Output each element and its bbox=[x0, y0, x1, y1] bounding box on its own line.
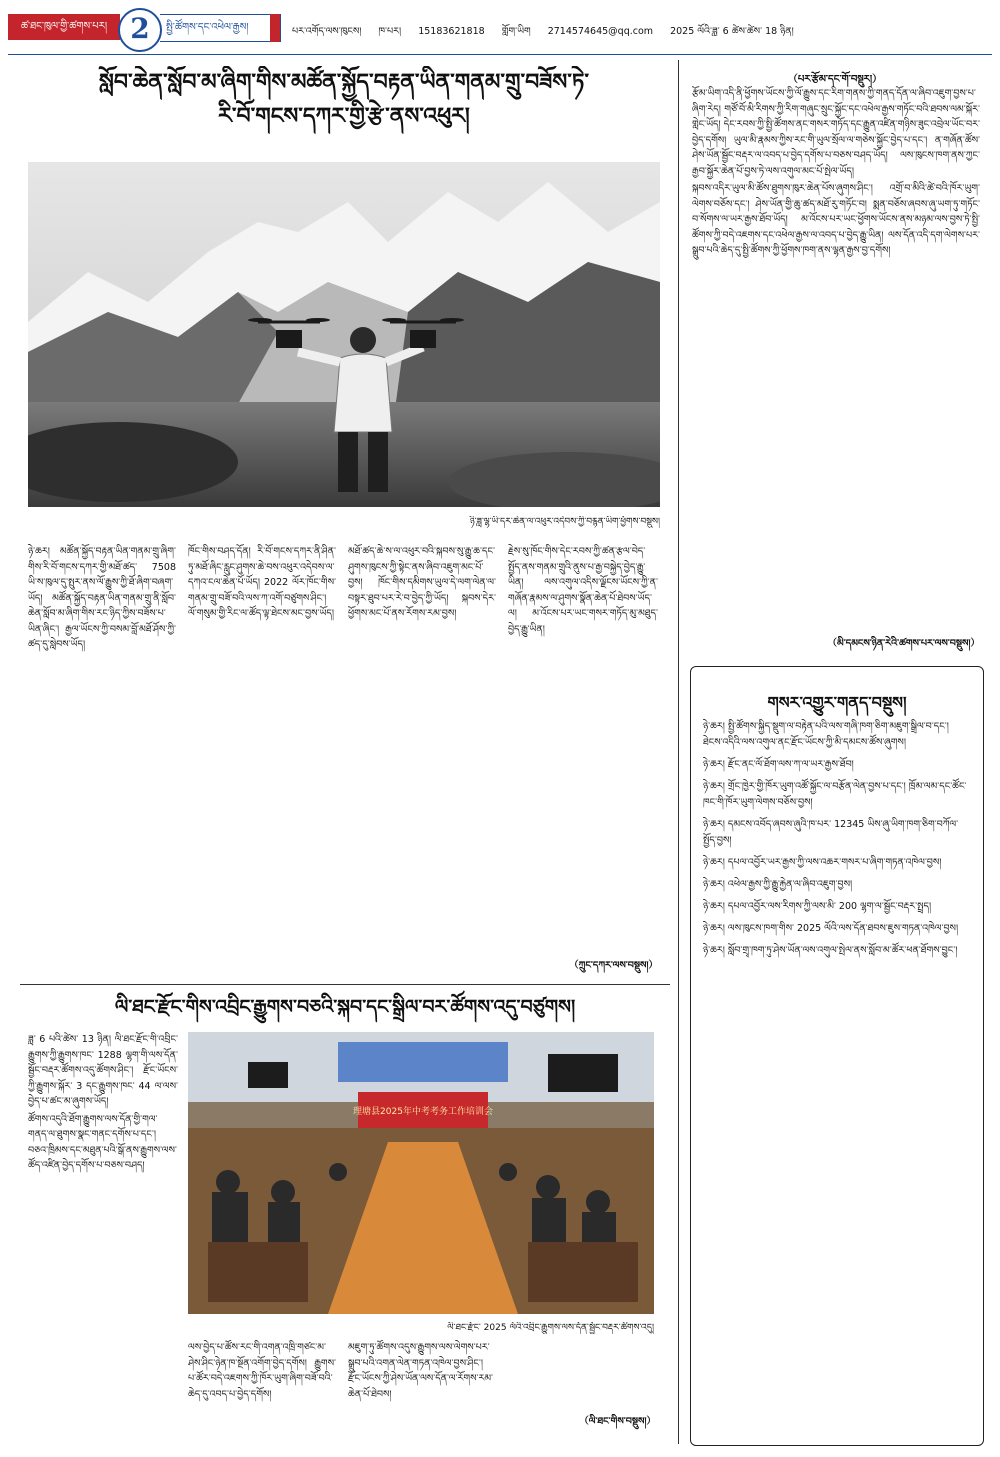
email-label: གློག་ཡིག bbox=[501, 26, 531, 36]
masthead-rule bbox=[8, 54, 992, 55]
issue-number-badge bbox=[118, 8, 162, 52]
second-column-2: ལས་བྱེད་པ་ཚོས་རང་གི་འགན་འཁྲི་གཙང་མ་ཤེས་ཤིང་ཉེན་ཁ་སྔོན་འགོག་བྱེད་དགོས། རྒྱུགས་པ་ཚོར་བདེ་འཇགས་ཀྱི་ཁོར་ཡུག་ཞིག་བཟོ་བའི་ཆེད་དུ་འབད་པ་བྱེད་དགོས། bbox=[188, 1342, 336, 1400]
news-item: ཉེ་ཆར། ལས་ཁུངས་ཁག་གིས་ 2025 ལོའི་ལས་དོན་ཐབས་ཇུས་གཏན་འཁེལ་བྱས། bbox=[703, 923, 959, 934]
lead-headline bbox=[20, 66, 668, 162]
news-item: ཉེ་ཆར། འཕེལ་རྒྱས་ཀྱི་རྒྱུ་རྐྱེན་ལ་ཞིབ་འཇུག་བྱས། bbox=[703, 879, 853, 890]
news-item: ཉེ་ཆར། དམངས་འབོད་ཞབས་ཞུའི་ཁ་པར་ 12345 ཡིས་ཞུ་ཡིག་ཁག་ཅིག་བཀོལ་སྤྱོད་བྱས། bbox=[703, 819, 959, 846]
lead-photo-caption: ཉི་ཟླ་ལྷ་ཡི་དར་ཆེན་ལ་འཕུར་འདེབས་ཀྱི་བརྙན་ཡིག་ཕྱོགས་བསྡུས། bbox=[469, 517, 660, 527]
mountain-photo-illustration bbox=[28, 162, 660, 507]
sidebar-paragraph-2: སྐབས་འདིར་ཡུལ་མི་ཚོས་ཐུགས་ཁུར་ཆེན་པོས་ཞུགས་ཤིང་། འགྲོ་བ་མིའི་ཚེ་བའི་ཁོར་ཡུག་ལེགས་བཅོས་དང་། ཤེས་ཡོན་གྱི་ཆུ་ཚད་མཐོ་རུ་གཏོང་བ། སྨན་བཅོས་ཞབས་ཞུ་ཡག་ཏུ་གཏོང་བ་སོགས་ལ་ཡར་རྒྱས་ཐོབ་ཡོད། མ་འོངས་པར་ཡང་ཕྱོགས་ཡོངས་ནས་མཉམ་ལས་བྱས་ཏེ་སྤྱི་ཚོགས་ཀྱི་བདེ་འཇགས་དང་འཕེལ་རྒྱས་ལ་འབད་པ་བྱེད་རྒྱུ་ཡིན། ལས་དོན་འདི་དག་ལེགས་པར་སྒྲུབ་པའི་ཆེད་དུ་སྤྱི་ཚོགས་ཀྱི་ཕྱོགས་ཁག་ནས་ལྷན་རྒྱས་བྱ་དགོས། bbox=[692, 183, 980, 256]
sidebar-kicker: （པར་རྩོམ་དང་གོ་བསྡུར།） bbox=[787, 74, 883, 85]
news-item: ཉེ་ཆར། རྫོང་ནང་ལོ་ཐོག་ལས་ཀ་ལ་ཡར་རྒྱས་ཐོབ། bbox=[703, 759, 854, 770]
phone-label: ཁ་པར། bbox=[378, 26, 402, 36]
lead-byline: （ཀྲུང་དཀར་ལས་བསྡུས།） bbox=[569, 960, 658, 971]
second-column-3: མཇུག་ཏུ་ཚོགས་འདུས་རྒྱུགས་ལས་ལེགས་པར་སྒྲུབ་པའི་འགན་ལེན་གཏན་འཁེལ་བྱས་ཤིང་། རྫོང་ཡོངས་ཀྱི་ཤེས་ཡོན་ལས་དོན་ལ་རོགས་རམ་ཆེན་པོ་ཐེབས། bbox=[348, 1342, 494, 1400]
masthead bbox=[8, 6, 992, 50]
editor-label: པར་འགོད་ལས་ཁུངས། bbox=[292, 26, 362, 36]
news-box-title: གསར་འགྱུར་གནད་བསྡུས། bbox=[767, 693, 907, 712]
meeting-photo-caption: ལི་ཐང་རྫོང་ 2025 ལོའི་འབྲིང་རྒྱུགས་ལས་དོན་སྦྱོང་བརྡར་ཚོགས་འདུ། bbox=[447, 1323, 654, 1333]
section-divider bbox=[20, 984, 670, 985]
email-address: 2714574645@qq.com bbox=[547, 26, 654, 36]
sidebar-paragraph-1: རྩོམ་ཡིག་འདི་ནི་ཕྱོགས་ཡོངས་ཀྱི་ལོ་རྒྱུས་དང་རིག་གནས་ཀྱི་གནད་དོན་ལ་ཞིབ་འཇུག་བྱས་པ་ཞིག་རེད། གཙོ་བོ་མི་རིགས་ཀྱི་རིག་གཞུང་སྲུང་སྐྱོང་དང་འཕེལ་རྒྱས་གཏོང་བའི་ཐབས་ལམ་སྐོར་གླེང་ཡོད། དེང་རབས་ཀྱི་སྤྱི་ཚོགས་ནང་གསར་གཏོད་དང་རྒྱུན་འཛིན་གཉིས་ཟུང་འབྲེལ་ཡོང་བར་བྱེད་དགོས། ཡུལ་མི་རྣམས་ཀྱིས་རང་གི་ཡུལ་སྲོལ་ལ་གཅེས་སྐྱོང་བྱེད་པ་དང་། ན་གཞོན་ཚོས་ཤེས་ཡོན་སྦྱོང་བརྡར་ལ་འབད་པ་བྱེད་དགོས་པ་བཅས་བཤད་ཡོད། ལས་ཁུངས་ཁག་ནས་ཀྱང་རྒྱབ་སྐྱོར་ཆེན་པོ་བྱས་ཏེ་ལས་འགུལ་མང་པོ་སྤེལ་ཡོད། bbox=[692, 88, 980, 177]
issue-date: 2025 ལོའི་ཟླ་ 6 ཚེས་ཚེས་ 18 ཉིན། bbox=[670, 26, 794, 36]
paper-name: སྤྱི་ཚོགས་དང་འཕེལ་རྒྱས། bbox=[160, 14, 281, 42]
news-item: ཉེ་ཆར། སྤྱི་ཚོགས་སྐྱིད་སྡུག་ལ་བརྟེན་པའི་ལས་གཞི་ཁག་ཅིག་མཇུག་སྒྲིལ་བ་དང་། ཐེངས་འདིའི་ལས་འགུལ་ནང་རྫོང་ཡོངས་ཀྱི་མི་དམངས་ཚོས་ཞུགས། bbox=[703, 721, 949, 748]
issue-number: 2 bbox=[130, 12, 150, 45]
lead-headline-line1: སློབ་ཆེན་སློབ་མ་ཞིག་གིས་མཚོན་སྐྱོད་བརྟན་ཡིན་གནམ་གྲུ་བཟོས་ཏེ་ bbox=[99, 70, 589, 95]
second-paragraph-2: ཚོགས་འདུའི་ཐོག་རྒྱུགས་ལས་དོན་གྱི་གལ་གནད་ལ་ཐུགས་སྣང་གནང་དགོས་པ་དང་། བཅའ་ཁྲིམས་དང་མཐུན་པའི་སྒོ་ནས་རྒྱུགས་ལས་ཚོད་འཛིན་བྱེད་དགོས་པ་བཅས་བཤད། bbox=[28, 1113, 177, 1171]
lead-headline-line2: རི་བོ་གངས་དཀར་གྱི་རྩེ་ནས་འཕུར། bbox=[218, 104, 470, 129]
second-paragraph-1: ཟླ་ 6 པའི་ཚེས་ 13 ཉིན། ལི་ཐང་རྫོང་གི་འབྲིང་རྒྱུགས་ཀྱི་རྒྱུགས་ཁང་ 1288 ལྷག་གི་ལས་དོན་སྦྱོང་བརྡར་ཚོགས་འདུ་ཚོགས་ཤིང་། རྫོང་ཡོངས་ཀྱི་རྒྱུགས་སྐོར་ 3 དང་རྒྱུགས་ཁང་ 44 ལ་ལས་བྱེད་པ་ཚང་མ་ཞུགས་ཡོད། bbox=[28, 1034, 178, 1107]
news-item: ཉེ་ཆར། སློབ་གྲྭ་ཁག་ཏུ་ཤེས་ཡོན་ལས་འགུལ་སྤེལ་ནས་སློབ་མ་ཚོར་ཕན་ཐོགས་བྱུང་། bbox=[703, 945, 958, 956]
news-box-list bbox=[703, 719, 971, 965]
second-headline: ལི་ཐང་རྫོང་གིས་འབྲིང་རྒྱུགས་བཅའི་སྐབ་དང་སྒྲིལ་བར་ཚོགས་འདུ་བཙུགས། bbox=[114, 996, 576, 1018]
second-byline: （ལི་ཐང་གིས་བསྡུས།） bbox=[579, 1416, 656, 1427]
masthead-accent bbox=[270, 14, 280, 42]
lead-column-2: ཁོང་གིས་བཤད་དོན། རི་བོ་གངས་དཀར་ནི་ཤིན་ཏུ་མཐོ་ཞིང་རླུང་ཤུགས་ཆེ་བས་འཕུར་འདེབས་ལ་དཀའ་ངལ་ཆེན་པོ་ཡོད། 2022 ལོར་ཁོང་གིས་གནམ་གྲུ་བཟོ་བའི་ལས་ཀ་འགོ་བཙུགས་ཤིང་། ལོ་གསུམ་གྱི་རིང་ལ་ཚོད་ལྟ་ཐེངས་མང་བྱས་ཡོད། bbox=[188, 546, 336, 619]
phone-number: 15183621818 bbox=[418, 26, 485, 36]
column-divider bbox=[678, 60, 679, 1444]
sidebar-article-body bbox=[692, 86, 980, 634]
news-item: ཉེ་ཆར། གྲོང་ཁྱེར་གྱི་ཁོར་ཡུག་འཚོ་སྐྱོང་ལ་བརྩོན་ལེན་བྱས་པ་དང་། ཁྲོམ་ལམ་དང་ཚོང་ཁང་གི་ཁོར་ཡུག་ལེགས་བཅོས་བྱས། bbox=[703, 781, 967, 808]
meeting-banner-text: 理塘县2025年中考考务工作培训会 bbox=[353, 1107, 493, 1117]
sidebar-byline: （མི་དམངས་ཉིན་རེའི་ཚགས་པར་ལས་བསྡུས།） bbox=[827, 638, 980, 649]
lead-column-4: རྗེས་སུ་ཁོང་གིས་དེང་རབས་ཀྱི་ཚན་རྩལ་བེད་སྤྱོད་ནས་གནམ་གྲུའི་ནུས་པ་རྒྱ་བསྐྱེད་བྱེད་རྒྱུ་ཡིན། ལས་འགུལ་འདིས་ལྗོངས་ཡོངས་ཀྱི་ན་གཞོན་རྣམས་ལ་ཤུགས་སྣོན་ཆེན་པོ་ཐེབས་ཡོད་ལ། མ་འོངས་པར་ཡང་གསར་གཏོད་མུ་མཐུད་བྱེད་རྒྱུ་ཡིན། bbox=[508, 546, 658, 635]
meeting-photo bbox=[188, 1032, 654, 1314]
meeting-hall-illustration bbox=[188, 1032, 654, 1314]
lead-column-1: ཉེ་ཆར། མཚོན་སྐྱོད་བརྟན་ཡིན་གནམ་གྲུ་ཞིག་གིས་རི་བོ་གངས་དཀར་གྱི་མཐོ་ཚད་ 7508 ཡི་ས་ཁུལ་དུ་སྤུར་ནས་ལོ་རྒྱུས་ཀྱི་ཐོ་ཞིག་བཞག་ཡོད། མཚོན་སྐྱོད་བརྟན་ཡིན་གནམ་གྲུ་ནི་སློབ་ཆེན་སློབ་མ་ཞིག་གིས་རང་ཉིད་ཀྱིས་བཟོས་པ་ཡིན་ཞིང་། རྒྱལ་ཡོངས་ཀྱི་བསམ་བློ་མཐོ་ཤོས་ཀྱི་ཚད་དུ་སླེབས་ཡོད། bbox=[28, 546, 176, 650]
second-column-1 bbox=[28, 1032, 178, 1432]
lead-column-3: མཐོ་ཚད་ཆེ་ས་ལ་འཕུར་བའི་སྐབས་སུ་རྒྱུ་ཆ་དང་ཤུགས་ཁུངས་ཀྱི་སྟེང་ནས་ཞིབ་འཇུག་མང་པོ་བྱས། ཁོང་གིས་དམིགས་ཡུལ་དེ་ལག་ལེན་ལ་བསྟར་ཐུབ་པར་རེ་བ་བྱེད་ཀྱི་ཡོད། སྐབས་དེར་ཕྱོགས་མང་པོ་ནས་རོགས་རམ་བྱས། bbox=[348, 546, 496, 619]
lead-photo bbox=[28, 162, 660, 507]
news-item: ཉེ་ཆར། དཔལ་འབྱོར་ལས་རིགས་ཀྱི་ལས་མི་ 200 ལྷག་ལ་སྦྱོང་བརྡར་སྤྲད། bbox=[703, 901, 932, 912]
news-item: ཉེ་ཆར། དཔལ་འབྱོར་ཡར་རྒྱས་ཀྱི་ལས་འཆར་གསར་པ་ཞིག་གཏན་འཁེལ་བྱས། bbox=[703, 857, 942, 868]
masthead-info bbox=[292, 20, 992, 36]
news-brief-box bbox=[690, 666, 984, 1446]
masthead-banner: ཚ་ཐང་ཁུལ་གྱི་ཚགས་པར། bbox=[8, 14, 120, 40]
